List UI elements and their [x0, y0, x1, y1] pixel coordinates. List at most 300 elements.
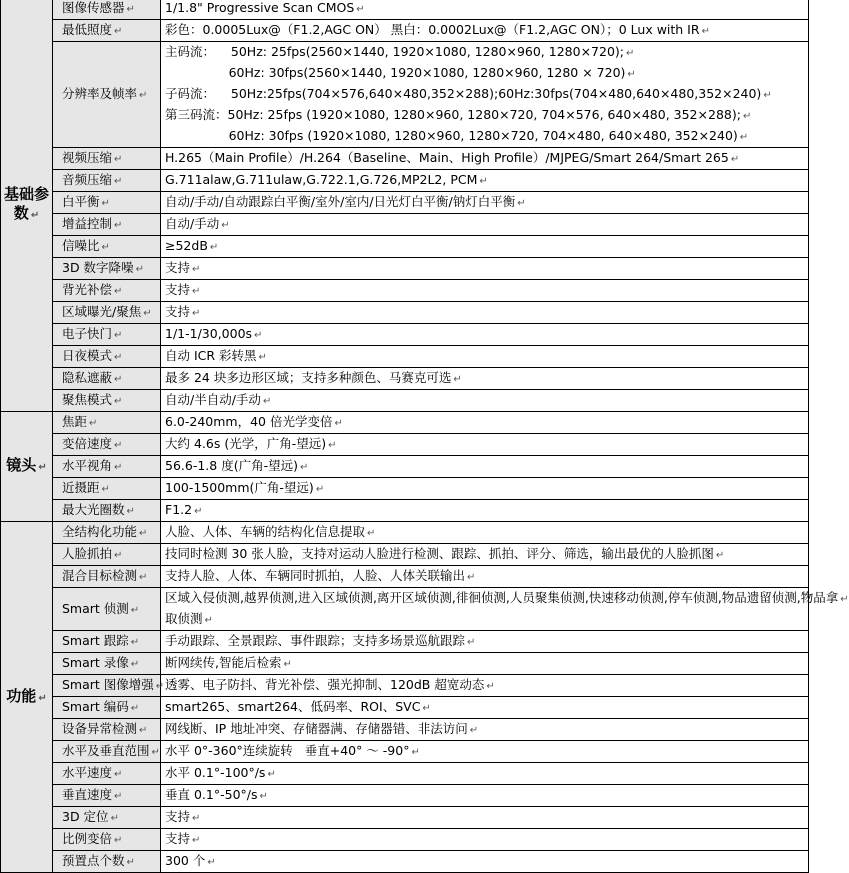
spec-row	[1, 675, 809, 697]
category-label-lens	[1, 412, 53, 522]
paragraph-mark-icon: ↵	[221, 220, 230, 231]
spec-value-line	[165, 42, 804, 63]
spec-name: 视频压缩	[62, 150, 113, 165]
paragraph-mark-icon: ↵	[114, 462, 123, 473]
spec-name-cell	[53, 390, 161, 412]
spec-row	[1, 456, 809, 478]
spec-name-cell	[53, 829, 161, 851]
paragraph-mark-icon: ↵	[114, 286, 123, 297]
spec-value-cell	[161, 236, 809, 258]
paragraph-mark-icon: ↵	[155, 681, 165, 692]
paragraph-mark-icon: ↵	[114, 330, 123, 341]
paragraph-mark-icon: ↵	[139, 572, 148, 583]
spec-value-cell	[161, 324, 809, 346]
spec-name-cell	[53, 302, 161, 324]
spec-value-cell	[161, 588, 849, 631]
spec-name: Smart 跟踪	[62, 633, 129, 648]
spec-row	[1, 302, 809, 324]
spec-name: 混合目标检测	[62, 568, 138, 583]
paragraph-mark-icon: ↵	[192, 308, 201, 319]
paragraph-mark-icon: ↵	[192, 264, 201, 275]
spec-value-text: 60Hz: 30fps (1920×1080, 1280×960, 1280×720, 704×480, 640×480, 352×240)	[165, 128, 738, 143]
spec-value-cell	[161, 697, 809, 719]
spec-name: 日夜模式	[62, 348, 113, 363]
paragraph-mark-icon: ↵	[194, 506, 203, 517]
spec-value-line	[165, 236, 804, 257]
spec-name-cell	[53, 434, 161, 456]
paragraph-mark-icon: ↵	[701, 26, 710, 37]
spec-row	[1, 785, 809, 807]
paragraph-mark-icon: ↵	[328, 440, 337, 451]
spec-value-line	[165, 390, 804, 411]
spec-row	[1, 280, 809, 302]
paragraph-mark-icon: ↵	[143, 308, 152, 319]
spec-value-cell	[161, 829, 809, 851]
spec-row	[1, 42, 809, 148]
paragraph-mark-icon: ↵	[334, 418, 343, 429]
paragraph-mark-icon: ↵	[715, 550, 725, 561]
spec-value-line	[165, 829, 804, 850]
paragraph-mark-icon: ↵	[114, 374, 123, 385]
spec-value-line	[165, 807, 804, 828]
paragraph-mark-icon: ↵	[38, 462, 47, 473]
paragraph-mark-icon: ↵	[101, 198, 110, 209]
spec-name-cell	[53, 544, 161, 566]
spec-value-text: 大约 4.6s (光学，广角-望远)	[165, 436, 327, 451]
spec-row	[1, 478, 809, 500]
paragraph-mark-icon: ↵	[110, 813, 119, 824]
paragraph-mark-icon: ↵	[739, 132, 749, 143]
paragraph-mark-icon: ↵	[299, 462, 309, 473]
spec-name-cell	[53, 675, 165, 697]
paragraph-mark-icon: ↵	[469, 725, 479, 736]
spec-value-text: 300 个	[165, 853, 206, 868]
spec-value-text: 断网续传,智能后检索	[165, 655, 282, 670]
paragraph-mark-icon: ↵	[38, 692, 47, 704]
spec-value-cell	[161, 785, 809, 807]
spec-name-cell	[53, 148, 161, 170]
spec-name: Smart 编码	[62, 699, 129, 714]
paragraph-mark-icon: ↵	[259, 791, 268, 802]
spec-value-cell	[161, 851, 809, 873]
spec-row	[1, 0, 809, 20]
spec-value-text: 彩色：0.0005Lux@（F1.2,AGC ON） 黑白：0.0002Lux@（F1.2,AGC ON）；0 Lux with IR	[165, 22, 700, 37]
spec-name: 近摄距	[62, 480, 100, 495]
spec-name-cell	[53, 697, 161, 719]
paragraph-mark-icon: ↵	[283, 659, 292, 670]
paragraph-mark-icon: ↵	[422, 703, 431, 714]
spec-name-cell	[53, 653, 161, 675]
spec-name: Smart 录像	[62, 655, 129, 670]
spec-value-line	[165, 456, 804, 477]
spec-value-line	[165, 544, 804, 565]
paragraph-mark-icon: ↵	[367, 528, 376, 539]
spec-name: 水平及垂直范围	[62, 743, 150, 758]
spec-name: Smart 侦测	[62, 600, 129, 616]
spec-row	[1, 851, 809, 873]
spec-value-cell	[161, 566, 809, 588]
paragraph-mark-icon: ↵	[840, 594, 849, 605]
spec-value-line	[165, 170, 804, 191]
spec-value-line	[165, 412, 804, 433]
spec-row	[1, 434, 809, 456]
spec-name-cell	[53, 807, 161, 829]
spec-name-cell	[53, 20, 161, 42]
spec-value-cell	[161, 522, 809, 544]
spec-value-text: 垂直 0.1°-50°/s	[165, 787, 258, 802]
spec-row	[1, 500, 809, 522]
paragraph-mark-icon: ↵	[101, 242, 110, 253]
spec-value-text: 100-1500mm(广角-望远)	[165, 480, 314, 495]
paragraph-mark-icon: ↵	[151, 747, 160, 758]
spec-row	[1, 588, 809, 631]
spec-name: 音频压缩	[62, 172, 113, 187]
spec-name: 3D 数字降噪	[62, 260, 134, 275]
spec-value-line	[165, 719, 804, 740]
spec-value-line	[165, 63, 804, 84]
spec-row	[1, 170, 809, 192]
paragraph-mark-icon: ↵	[254, 330, 263, 341]
spec-name: Smart 图像增强	[62, 677, 154, 692]
spec-name: 背光补偿	[62, 282, 113, 297]
spec-name-cell	[53, 456, 161, 478]
spec-name: 白平衡	[62, 194, 100, 209]
spec-value-line	[165, 346, 804, 367]
spec-name-cell	[53, 368, 161, 390]
paragraph-mark-icon: ↵	[209, 242, 219, 253]
paragraph-mark-icon: ↵	[114, 791, 123, 802]
spec-value-line	[165, 324, 804, 345]
spec-row	[1, 258, 809, 280]
spec-row	[1, 829, 809, 851]
spec-value-cell	[161, 478, 809, 500]
spec-value-line	[165, 785, 804, 806]
paragraph-mark-icon: ↵	[130, 604, 140, 616]
spec-value-text: H.265（Main Profile）/H.264（Baseline、Main、High Profile）/MJPEG/Smart 264/Smart 265	[165, 150, 729, 165]
spec-value-text: 1/1-1/30,000s	[165, 326, 253, 341]
spec-value-cell	[161, 42, 809, 148]
spec-table-body	[1, 0, 849, 873]
spec-value-text: 56.6-1.8 度(广角-望远)	[165, 458, 298, 473]
paragraph-mark-icon: ↵	[135, 264, 144, 275]
paragraph-mark-icon: ↵	[114, 176, 123, 187]
spec-value-text: 支持	[165, 809, 191, 824]
paragraph-mark-icon: ↵	[126, 857, 135, 868]
spec-name-cell	[53, 236, 161, 258]
spec-name: 垂直速度	[62, 787, 113, 802]
spec-row	[1, 807, 809, 829]
spec-row	[1, 368, 809, 390]
spec-value-text: 支持人脸、人体、车辆同时抓拍，人脸、人体关联输出	[165, 568, 466, 583]
paragraph-mark-icon: ↵	[267, 769, 276, 780]
spec-row	[1, 324, 809, 346]
spec-value-text: 自动/手动/自动跟踪白平衡/室外/室内/日光灯白平衡/钠灯白平衡	[165, 194, 516, 209]
spec-value-line	[165, 741, 804, 762]
spec-name-cell	[53, 412, 161, 434]
spec-value-cell	[161, 192, 809, 214]
spec-value-line	[165, 192, 804, 213]
paragraph-mark-icon: ↵	[130, 659, 140, 670]
paragraph-mark-icon: ↵	[30, 209, 40, 221]
paragraph-mark-icon: ↵	[730, 154, 740, 165]
spec-value-text: 自动/半自动/手动	[165, 392, 261, 407]
category-text: 功能	[6, 686, 37, 705]
paragraph-mark-icon: ↵	[192, 835, 201, 846]
spec-value-line	[165, 434, 804, 455]
spec-value-cell	[161, 741, 809, 763]
paragraph-mark-icon: ↵	[479, 176, 488, 187]
paragraph-mark-icon: ↵	[139, 90, 148, 101]
spec-value-cell	[161, 807, 809, 829]
spec-value-line	[165, 500, 804, 521]
spec-value-text: 支持	[165, 831, 191, 846]
spec-name: 水平速度	[62, 765, 113, 780]
paragraph-mark-icon: ↵	[114, 440, 123, 451]
spec-value-line	[165, 302, 804, 323]
spec-value-line	[165, 697, 804, 718]
spec-name: 区域曝光/聚焦	[62, 304, 142, 319]
spec-row	[1, 236, 809, 258]
spec-value-text: 取侦测	[165, 611, 203, 626]
spec-name-cell	[53, 851, 161, 873]
paragraph-mark-icon: ↵	[114, 550, 123, 561]
spec-value-text: 子码流： 50Hz:25fps(704×576,640×480,352×288);60Hz:30fps(704×480,640×480,352×240)	[165, 86, 762, 101]
paragraph-mark-icon: ↵	[114, 26, 123, 37]
spec-name: 3D 定位	[62, 809, 109, 824]
spec-value-cell	[161, 390, 809, 412]
spec-value-cell	[161, 456, 809, 478]
spec-value-line	[165, 566, 804, 587]
spec-name: 比例变倍	[62, 831, 113, 846]
spec-value-cell	[161, 719, 809, 741]
spec-value-line	[165, 280, 804, 301]
spec-row	[1, 741, 809, 763]
spec-name-cell	[53, 0, 161, 20]
spec-value-cell	[161, 346, 809, 368]
spec-name: 信噪比	[62, 238, 100, 253]
spec-value-line	[165, 84, 804, 105]
spec-value-line	[165, 675, 804, 696]
paragraph-mark-icon: ↵	[486, 681, 495, 692]
spec-name: 设备异常检测	[62, 721, 138, 736]
spec-value-cell	[161, 280, 809, 302]
paragraph-mark-icon: ↵	[517, 198, 526, 209]
spec-value-cell	[161, 368, 809, 390]
spec-value-line	[165, 588, 849, 609]
spec-name: 分辨率及帧率	[62, 86, 138, 101]
spec-value-text: ≥52dB	[165, 238, 208, 253]
spec-value-cell	[161, 258, 809, 280]
spec-name-cell	[53, 631, 161, 653]
spec-value-cell	[161, 434, 809, 456]
spec-row	[1, 214, 809, 236]
spec-value-line	[165, 763, 804, 784]
paragraph-mark-icon: ↵	[626, 48, 635, 59]
paragraph-mark-icon: ↵	[742, 111, 752, 122]
spec-value-cell	[161, 653, 809, 675]
spec-name-cell	[53, 522, 161, 544]
spec-value-line	[165, 126, 804, 147]
spec-value-text: 6.0-240mm，40 倍光学变倍	[165, 414, 333, 429]
spec-value-line	[165, 851, 804, 872]
spec-value-text: 自动 ICR 彩转黑	[165, 348, 257, 363]
spec-name-cell	[53, 741, 161, 763]
category-text: 基础参数	[3, 184, 49, 222]
paragraph-mark-icon: ↵	[114, 769, 123, 780]
spec-value-cell	[161, 214, 809, 236]
spec-name: 最大光圈数	[62, 502, 125, 517]
spec-value-text: 网线断、IP 地址冲突、存储器满、存储器错、非法访问	[165, 721, 468, 736]
spec-row	[1, 346, 809, 368]
spec-value-cell	[161, 302, 809, 324]
spec-row	[1, 412, 809, 434]
spec-name: 水平视角	[62, 458, 113, 473]
spec-value-cell	[161, 631, 809, 653]
spec-name-cell	[53, 42, 161, 148]
paragraph-mark-icon: ↵	[411, 747, 420, 758]
spec-name: 人脸抓拍	[62, 546, 113, 561]
spec-value-text: 水平 0°-360°连续旋转 垂直+40° ～ -90°	[165, 743, 410, 758]
spec-value-text: 手动跟踪、全景跟踪、事件跟踪；支持多场景巡航跟踪	[165, 633, 466, 648]
spec-value-cell	[161, 763, 809, 785]
spec-name: 隐私遮蔽	[62, 370, 113, 385]
paragraph-mark-icon: ↵	[763, 90, 772, 101]
spec-name-cell	[53, 170, 161, 192]
paragraph-mark-icon: ↵	[467, 637, 476, 648]
spec-value-text: 第三码流：50Hz: 25fps (1920×1080, 1280×960, 1280×720, 704×576, 640×480, 352×288);	[165, 107, 741, 122]
spec-value-line	[165, 214, 804, 235]
spec-value-line	[165, 631, 804, 652]
spec-row	[1, 631, 809, 653]
spec-name-cell	[53, 324, 161, 346]
spec-row	[1, 566, 809, 588]
spec-value-cell	[161, 148, 809, 170]
spec-value-text: 水平 0.1°-100°/s	[165, 765, 266, 780]
spec-name: 全结构化功能	[62, 524, 138, 539]
spec-value-line	[165, 478, 804, 499]
spec-value-cell	[161, 675, 809, 697]
spec-value-text: 60Hz: 30fps(2560×1440, 1920×1080, 1280×960, 1280 × 720)	[165, 65, 626, 80]
category-label-function	[1, 522, 53, 873]
paragraph-mark-icon: ↵	[101, 484, 110, 495]
spec-name-cell	[53, 566, 161, 588]
spec-value-text: F1.2	[165, 502, 193, 517]
spec-value-cell	[161, 0, 809, 20]
spec-value-text: 主码流： 50Hz: 25fps(2560×1440, 1920×1080, 1280×960, 1280×720);	[165, 44, 624, 59]
paragraph-mark-icon: ↵	[627, 69, 636, 80]
spec-name-cell	[53, 785, 161, 807]
spec-value-line	[165, 0, 804, 19]
spec-value-line	[165, 148, 804, 169]
paragraph-mark-icon: ↵	[114, 220, 123, 231]
spec-value-text: smart265、smart264、低码率、ROI、SVC	[165, 699, 421, 714]
spec-name-cell	[53, 500, 161, 522]
paragraph-mark-icon: ↵	[204, 615, 213, 626]
paragraph-mark-icon: ↵	[192, 813, 201, 824]
paragraph-mark-icon: ↵	[130, 637, 140, 648]
paragraph-mark-icon: ↵	[258, 352, 267, 363]
spec-value-text: 区域入侵侦测,越界侦测,进入区域侦测,离开区域侦测,徘徊侦测,人员聚集侦测,快速移动侦测,停车侦测,物品遗留侦测,物品拿	[165, 590, 839, 605]
spec-name-cell	[53, 763, 161, 785]
spec-value-line	[165, 20, 804, 41]
spec-row	[1, 522, 809, 544]
spec-value-text: 1/1.8" Progressive Scan CMOS	[165, 0, 355, 15]
spec-name-cell	[53, 258, 161, 280]
paragraph-mark-icon: ↵	[114, 352, 123, 363]
spec-value-cell	[161, 170, 809, 192]
spec-name-cell	[53, 192, 161, 214]
category-text: 镜头	[6, 456, 37, 474]
spec-row	[1, 697, 809, 719]
spec-value-cell	[161, 500, 809, 522]
spec-value-line	[165, 368, 804, 389]
paragraph-mark-icon: ↵	[126, 4, 135, 15]
spec-value-line	[165, 653, 804, 674]
spec-row	[1, 653, 809, 675]
paragraph-mark-icon: ↵	[192, 286, 201, 297]
spec-name-cell	[53, 588, 161, 631]
spec-name: 变倍速度	[62, 436, 113, 451]
spec-value-text: 自动/手动	[165, 216, 220, 231]
paragraph-mark-icon: ↵	[207, 857, 216, 868]
spec-value-line	[165, 609, 804, 630]
spec-value-cell	[161, 412, 809, 434]
spec-row	[1, 20, 809, 42]
spec-value-text: 透雾、电子防抖、背光补偿、强光抑制、120dB 超宽动态	[165, 677, 485, 692]
paragraph-mark-icon: ↵	[89, 418, 98, 429]
spec-name-cell	[53, 719, 161, 741]
spec-name: 增益控制	[62, 216, 113, 231]
spec-name: 聚焦模式	[62, 392, 113, 407]
spec-name-cell	[53, 214, 161, 236]
spec-name: 焦距	[62, 414, 88, 429]
paragraph-mark-icon: ↵	[114, 154, 123, 165]
spec-name: 图像传感器	[62, 0, 125, 15]
paragraph-mark-icon: ↵	[130, 703, 140, 714]
spec-value-line	[165, 105, 804, 126]
category-label-basic	[1, 0, 53, 412]
paragraph-mark-icon: ↵	[356, 4, 365, 15]
spec-value-text: 支持	[165, 282, 191, 297]
spec-name-cell	[53, 280, 161, 302]
paragraph-mark-icon: ↵	[114, 835, 123, 846]
spec-row	[1, 192, 809, 214]
paragraph-mark-icon: ↵	[467, 572, 476, 583]
spec-value-text: 支持	[165, 304, 191, 319]
paragraph-mark-icon: ↵	[315, 484, 325, 495]
paragraph-mark-icon: ↵	[139, 528, 148, 539]
spec-name: 最低照度	[62, 22, 113, 37]
spec-row	[1, 544, 809, 566]
spec-row	[1, 719, 809, 741]
spec-value-text: 技同时检测 30 张人脸，支持对运动人脸进行检测、跟踪、抓拍、评分、筛选，输出最优的人脸抓图	[165, 546, 714, 561]
spec-row	[1, 763, 809, 785]
spec-name-cell	[53, 478, 161, 500]
spec-value-text: 支持	[165, 260, 191, 275]
paragraph-mark-icon: ↵	[262, 396, 272, 407]
spec-name: 预置点个数	[62, 853, 125, 868]
spec-name-cell	[53, 346, 161, 368]
spec-value-text: 最多 24 块多边形区域；支持多种颜色、马赛克可选	[165, 370, 452, 385]
paragraph-mark-icon: ↵	[139, 725, 148, 736]
spec-value-text: 人脸、人体、车辆的结构化信息提取	[165, 524, 366, 539]
spec-name: 电子快门	[62, 326, 113, 341]
paragraph-mark-icon: ↵	[453, 374, 462, 385]
spec-value-cell	[161, 20, 809, 42]
spec-value-line	[165, 522, 804, 543]
paragraph-mark-icon: ↵	[126, 506, 135, 517]
spec-value-cell	[161, 544, 809, 566]
